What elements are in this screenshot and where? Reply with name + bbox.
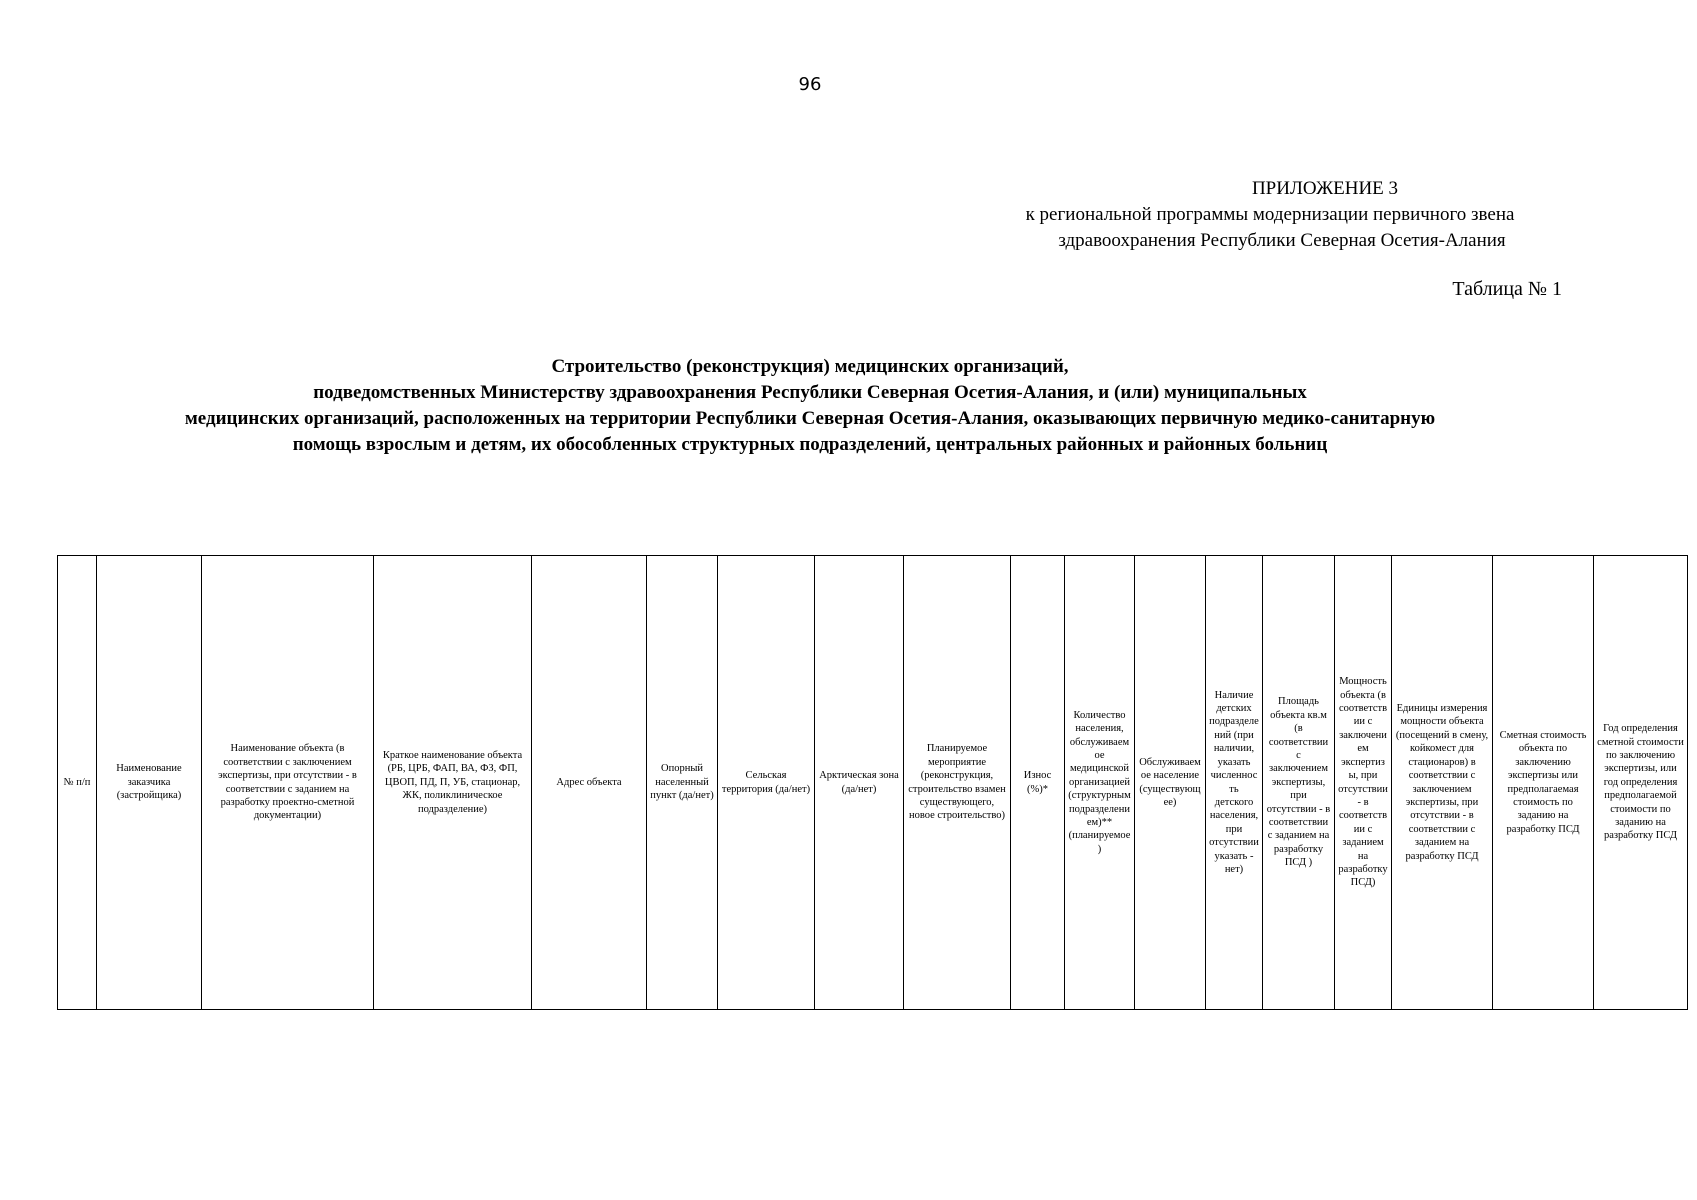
title-line: Строительство (реконструкция) медицинских организаций, <box>551 356 1069 377</box>
column-header <box>1493 556 1594 1010</box>
objects-table <box>57 555 1688 1010</box>
column-header-text: Обслуживаемое население (существующее) <box>1139 756 1201 808</box>
appendix-header <box>960 176 1580 254</box>
column-header <box>1011 556 1065 1010</box>
column-header <box>532 556 647 1010</box>
column-header <box>374 556 532 1010</box>
column-header-text: Опорный населенный пункт (да/нет) <box>650 763 714 802</box>
column-header <box>202 556 374 1010</box>
column-header <box>1594 556 1688 1010</box>
column-header <box>904 556 1011 1010</box>
title-line: медицинских организаций, расположенных на территории Республики Северная Осетия-Алания, оказывающих первичную медико-санитарную <box>184 408 1436 429</box>
column-header <box>1065 556 1135 1010</box>
column-header <box>58 556 97 1010</box>
column-header <box>97 556 202 1010</box>
column-header-text: Наименование объекта (в соответствии с заключением экспертизы, при отсутствии - в соответствии с заданием на разработку проектно-сметной документации) <box>218 743 357 822</box>
table-number-label: Таблица № 1 <box>1452 278 1562 300</box>
title-line: подведомственных Министерству здравоохранения Республики Северная Осетия-Алания, и (или) муниципальных <box>313 382 1307 403</box>
table-header-row <box>58 556 1688 1010</box>
column-header <box>815 556 904 1010</box>
column-header-text: Сельская территория (да/нет) <box>721 770 811 795</box>
appendix-title: ПРИЛОЖЕНИЕ 3 <box>1251 178 1399 199</box>
appendix-subtitle-line-2: здравоохранения Республики Северная Осетия-Алания <box>1058 230 1506 251</box>
column-header-text: Мощность объекта (в соответствии с заключением экспертизы, при отсутствии - в соответствии с заданием на разработку ПСД) <box>1338 676 1388 889</box>
column-header <box>1135 556 1206 1010</box>
column-header <box>1335 556 1392 1010</box>
title-line: помощь взрослым и детям, их обособленных структурных подразделений, центральных районных и районных больниц <box>292 434 1328 455</box>
column-header-text: Сметная стоимость объекта по заключению экспертизы или предполагаемая стоимость по заданию на разработку ПСД <box>1499 729 1587 835</box>
column-header-text: Краткое наименование объекта (РБ, ЦРБ, ФАП, ВА, ФЗ, ФП, ЦВОП, ПД, П, УБ, стационар, ЖК, поликлиническое подразделение) <box>382 749 523 815</box>
column-header-text: Площадь объекта кв.м (в соответствии с заключением экспертизы, при отсутствии - в соответствии с заданием на разработку ПСД ) <box>1266 696 1331 869</box>
page-number: 96 <box>798 74 822 95</box>
column-header <box>647 556 718 1010</box>
document-title <box>60 354 1560 458</box>
column-header-text: Наличие детских подразделений (при наличии, указать численность детского населения, при отсутствии указать - нет) <box>1209 689 1259 875</box>
column-header-text: Наименование заказчика (застройщика) <box>116 763 182 802</box>
column-header <box>1206 556 1263 1010</box>
column-header-text: Арктическая зона (да/нет) <box>819 770 899 795</box>
appendix-subtitle-line-1: к региональной программы модернизации первичного звена <box>1025 204 1515 225</box>
column-header-text: № п/п <box>63 776 91 788</box>
column-header-text: Планируемое мероприятие (реконструкция, строительство взамен существующего, новое строительство) <box>908 743 1006 822</box>
column-header-text: Износ (%)* <box>1023 770 1052 795</box>
column-header-text: Адрес объекта <box>556 776 622 788</box>
column-header-text: Единицы измерения мощности объекта (посещений в смену, койкомест для стационаров) в соответствии с заключением экспертизы, при отсутствии - в соответствии с заданием на разработку ПСД <box>1395 703 1489 862</box>
column-header <box>1392 556 1493 1010</box>
column-header-text: Количество населения, обслуживаемое медицинской организацией (структурным подразделением)** (планируемое) <box>1068 709 1131 855</box>
column-header <box>1263 556 1335 1010</box>
column-header-text: Год определения сметной стоимости по заключению экспертизы, или год определения предполагаемой стоимости по заданию на разработку ПСД <box>1597 723 1684 842</box>
column-header <box>718 556 815 1010</box>
